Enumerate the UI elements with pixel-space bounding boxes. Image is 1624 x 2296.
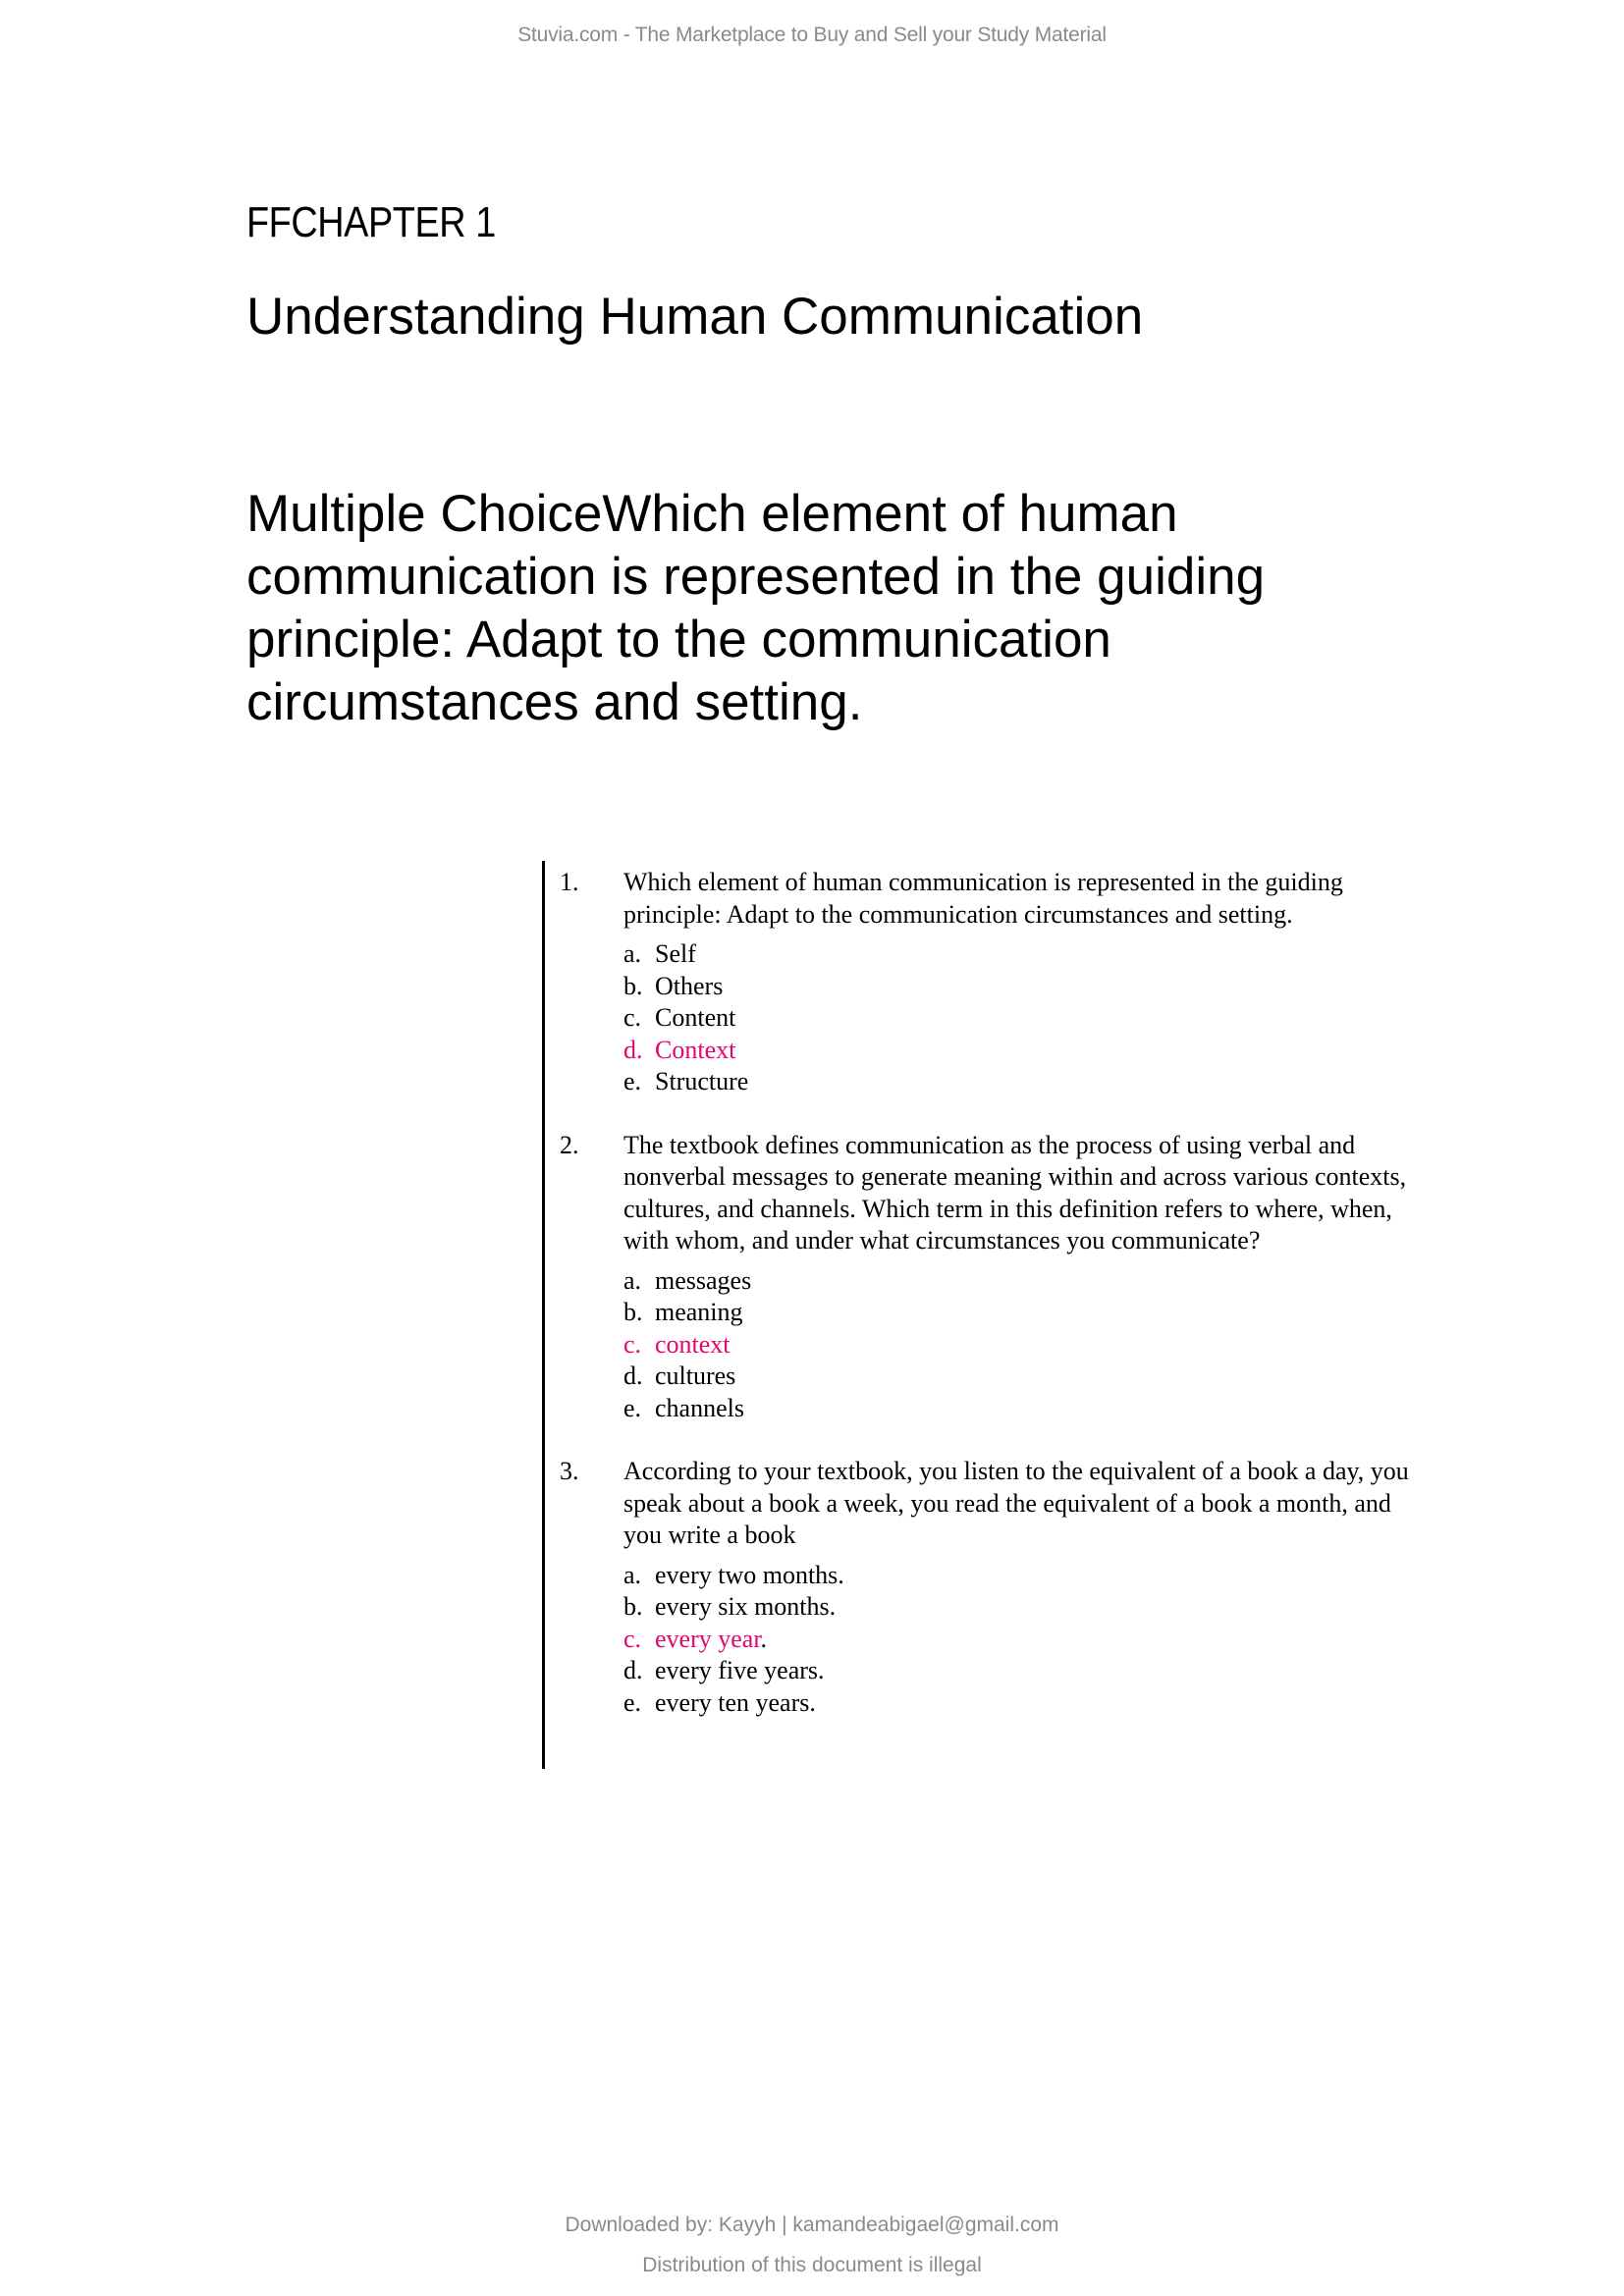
question-3 xyxy=(545,1456,1429,1719)
option-e: e. Structure xyxy=(623,1067,749,1095)
option-a: a. messages xyxy=(623,1265,752,1295)
question-number: 3. xyxy=(560,1457,579,1485)
option-b: b. meaning xyxy=(623,1298,743,1326)
downloaded-by-footer: Downloaded by: Kayyh | kamandeabigael@gmail.com xyxy=(565,2214,1059,2236)
option-a: a. every two months. xyxy=(623,1560,844,1589)
question-number: 2. xyxy=(560,1130,579,1159)
section-heading: Multiple ChoiceWhich element of human communication is represented in the guiding principle: Adapt to the communication circumstances and setting. xyxy=(246,485,1266,731)
chapter-title: Understanding Human Communication xyxy=(246,288,1144,346)
distribution-notice-footer: Distribution of this document is illegal xyxy=(642,2254,982,2276)
option-d: d. every five years. xyxy=(623,1656,825,1684)
question-2 xyxy=(545,1130,1429,1425)
option-e: e. every ten years. xyxy=(623,1687,816,1717)
option-a: a. Self xyxy=(623,939,696,968)
answer-options xyxy=(623,1560,1429,1720)
chapter-label: FFCHAPTER 1 xyxy=(246,198,496,246)
question-text: According to your textbook, you listen to the equivalent of a book a day, you speak about a book a week, you read the equivalent of a book a month, and you write a book xyxy=(623,1457,1409,1549)
option-d: d. cultures xyxy=(623,1362,736,1390)
option-c-correct-answer: c. context xyxy=(623,1329,731,1359)
option-b: b. Others xyxy=(623,971,724,1000)
question-1 xyxy=(545,867,1429,1098)
question-text: Which element of human communication is represented in the guiding principle: Adapt to the communication circumstances and setting. xyxy=(623,868,1343,929)
question-text: The textbook defines communication as the process of using verbal and nonverbal messages to generate meaning within and across various contexts, cultures, and channels. Which term in this definition refers to where, when, with whom, and under what circumstances you communicate? xyxy=(623,1130,1407,1255)
option-e: e. channels xyxy=(623,1393,744,1422)
option-c: c. Content xyxy=(623,1003,736,1032)
answer-options xyxy=(623,938,1429,1098)
answer-options xyxy=(623,1265,1429,1425)
question-number: 1. xyxy=(560,868,579,896)
stuvia-watermark-header: Stuvia.com - The Marketplace to Buy and Sell your Study Material xyxy=(517,24,1107,46)
option-c-correct-answer: c. every year. xyxy=(623,1624,768,1653)
option-b: b. every six months. xyxy=(623,1592,837,1621)
option-d-correct-answer: d. Context xyxy=(623,1035,736,1064)
question-list xyxy=(542,861,1429,1769)
